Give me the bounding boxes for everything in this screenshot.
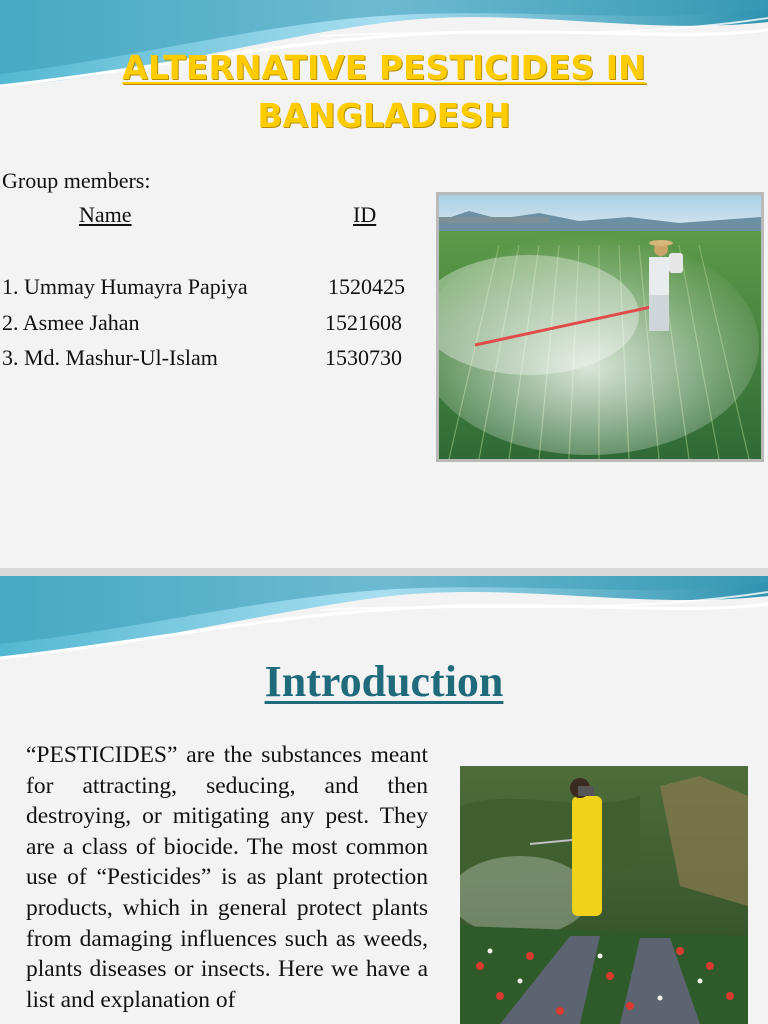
introduction-paragraph: “PESTICIDES” are the substances meant for attracting, seducing, and then destroying, or mitigating any pest. They are a class of biocide. The most common use of “Pesticides” is as plant protection products, which in general protect plants from damaging influences such as weeds, plants diseases or insects. Here we have a list and explanation of [26,742,428,1013]
member-name: 3. Md. Mashur-Ul-Islam [2,345,218,370]
strawberry-field-spraying-photo [460,766,748,1024]
member-id: 1521608 [325,310,402,335]
member-id: 1520425 [328,274,405,299]
member-id: 1530730 [325,345,402,370]
rice-field-spraying-photo [436,192,764,462]
slide-2-title [0,654,768,710]
name-column-header: Name [79,202,132,227]
member-name: 2. Asmee Jahan [2,310,140,335]
title-line-2: BANGLADESH [257,96,511,135]
member-name: 1. Ummay Humayra Papiya [2,274,248,299]
group-members-label: Group members: [2,168,151,193]
slide-1-title [0,44,768,140]
title-line-1: ALTERNATIVE PESTICIDES IN [122,48,646,87]
id-column-header: ID [353,202,377,227]
introduction-heading: Introduction [264,657,504,706]
